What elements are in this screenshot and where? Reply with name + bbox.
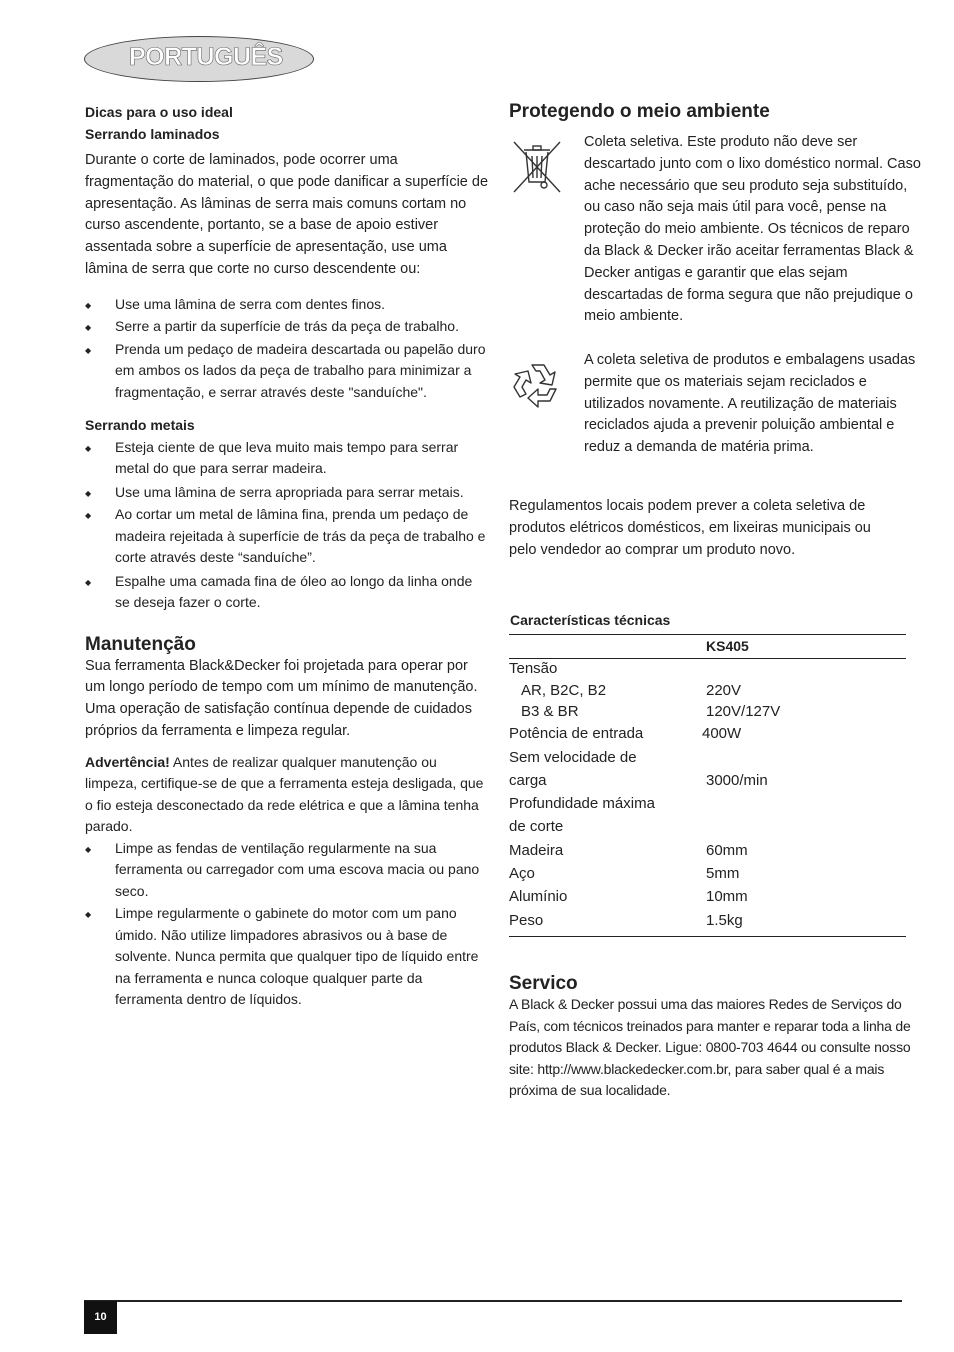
specs-model: KS405: [706, 638, 749, 654]
tips-heading: Dicas para o uso ideal: [85, 104, 233, 120]
spec-value: 5mm: [706, 865, 740, 883]
maintenance-text: Sua ferramenta Black&Decker foi projetada para operar por um longo período de tempo com um mínimo de manutenção. Uma operação de satisfação contínua depende de cuidados próprios da ferramenta e limpeza regular.: [85, 657, 478, 739]
warning-text: Antes de realizar qualquer manutenção ou limpeza, certifique-se de que a ferramenta esteja desligada, que o fio esteja desconectado da rede elétrica e que a lâmina tenha parado.: [85, 753, 484, 835]
table-row: [509, 815, 906, 838]
spec-label: B3 & BR: [521, 703, 579, 721]
language-label: PORTUGUÊS: [129, 43, 283, 71]
metals-bullets: [85, 437, 490, 614]
spec-label: Madeira: [509, 841, 564, 859]
spec-label: Profundidade máxima: [509, 795, 655, 813]
maintenance-heading: Manutenção: [85, 633, 196, 655]
spec-label: Aço: [509, 865, 535, 883]
regulations-text: Regulamentos locais podem prever a coleta seletiva de produtos elétricos domésticos, em lixeiras municipais ou pelo vendedor ao comprar um produto novo.: [509, 498, 871, 558]
laminates-text: Durante o corte de laminados, pode ocorrer uma fragmentação do material, o que pode danificar a superfície de apresentação. As lâminas de serra mais comuns cortam no curso ascendente, portanto, se a base de apoio estiver assentada sobre a superfície de apresentação, use uma lâmina de serra que corte no curso descendente ou:: [85, 152, 489, 277]
table-row: [509, 680, 906, 701]
table-row: [509, 885, 906, 908]
laminates-heading: Serrando laminados: [85, 125, 220, 142]
table-row: [509, 722, 906, 745]
list-item: ◆ Limpe regularmente o gabinete do motor com um pano úmido. Não utilize limpadores abrasivos ou à base de solvente. Nunca permita que qualquer tipo de líquido entre na ferramenta e nunca coloque qualquer parte da ferramenta dentro de líquidos.: [85, 903, 490, 1011]
table-row: [509, 792, 906, 815]
service-heading: Servico: [509, 973, 578, 994]
spec-value: 60mm: [706, 841, 748, 859]
list-item: ◆ Use uma lâmina de serra apropriada para serrar metais.: [85, 482, 490, 504]
footer-rule: [84, 1300, 902, 1302]
warning-paragraph: [85, 752, 490, 838]
list-item: ◆ Esteja ciente de que leva muito mais tempo para serrar metal do que para serrar madeira.: [85, 437, 490, 480]
spec-label: Tensão: [509, 660, 558, 677]
list-item: ◆ Prenda um pedaço de madeira descartada ou papelão duro em ambos os lados da peça de trabalho para minimizar a fragmentação, e serrar através deste "sanduíche".: [85, 339, 490, 404]
spec-label: carga: [509, 771, 547, 789]
weee-text: Coleta seletiva. Este produto não deve ser descartado junto com o lixo doméstico normal. Caso ache necessário que seu produto seja substituído, ou caso não seja mais útil para você, pense na proteção do meio ambiente. Os técnicos de reparo da Black & Decker irão aceitar ferramentas Black & Decker antigas e garantir que elas sejam descartadas de forma segura que não prejudique o meio ambiente.: [584, 134, 921, 325]
recycle-text: A coleta seletiva de produtos e embalagens usadas permite que os materiais sejam reciclados e utilizados novamente. A reutilização de materiais reciclados ajuda a prevenir poluição ambiental e reduz a demanda de matéria prima.: [584, 352, 916, 456]
table-top-rule: [509, 634, 906, 635]
table-row: [509, 746, 906, 769]
list-item: ◆ Serre a partir da superfície de trás da peça de trabalho.: [85, 316, 490, 338]
spec-label: Sem velocidade de: [509, 748, 637, 766]
spec-label: de corte: [509, 818, 564, 836]
spec-value: [706, 815, 906, 838]
language-tab: [84, 36, 314, 82]
table-bottom-rule: [509, 936, 906, 937]
spec-value: 1.5kg: [706, 911, 743, 929]
table-row: [509, 862, 906, 885]
recycle-icon: [510, 357, 566, 411]
metals-heading: Serrando metais: [85, 417, 195, 434]
table-row: [509, 657, 906, 680]
spec-value: [706, 746, 906, 769]
spec-label: Alumínio: [509, 888, 568, 906]
specs-heading: Características técnicas: [510, 612, 671, 628]
left-column: [85, 102, 490, 1011]
table-row: [509, 839, 906, 862]
warning-label: Advertência!: [85, 753, 170, 770]
environment-heading: Protegendo o meio ambiente: [509, 101, 770, 122]
page-number: 10: [84, 1301, 117, 1334]
spec-value: 3000/min: [706, 771, 768, 789]
spec-label: AR, B2C, B2: [521, 682, 607, 700]
spec-label: Peso: [509, 911, 544, 929]
table-row: [509, 701, 906, 722]
list-item: ◆ Ao cortar um metal de lâmina fina, prenda um pedaço de madeira rejeitada à superfície de trás da peça de trabalho e corte através deste “sanduíche”.: [85, 504, 490, 569]
service-text: A Black & Decker possui uma das maiores Redes de Serviços do País, com técnicos treinados para manter e reparar toda a linha de produtos Black & Decker. Ligue: 0800-703 4644 ou consulte nosso site: http://www.blackedecker.com.br, para saber qual é a mais próxima de sua localidade.: [509, 996, 911, 1098]
spec-label: Potência de entrada: [509, 725, 644, 743]
maintenance-bullets: [85, 838, 490, 1011]
spec-value: 400W: [702, 725, 742, 743]
crossed-bin-icon: [510, 138, 564, 196]
spec-value: 220V: [706, 682, 742, 700]
list-item: ◆ Use uma lâmina de serra com dentes finos.: [85, 294, 490, 316]
spec-value: 120V/127V: [706, 703, 781, 721]
laminates-bullets: [85, 294, 490, 404]
table-row: [509, 909, 906, 932]
spec-value: 10mm: [706, 888, 748, 906]
spec-value: [706, 792, 906, 815]
list-item: ◆ Limpe as fendas de ventilação regularmente na sua ferramenta ou carregador com uma escova macia ou pano seco.: [85, 838, 490, 903]
table-row: [509, 769, 906, 792]
specs-table: [509, 657, 906, 932]
spec-value: [706, 657, 906, 680]
list-item: ◆ Espalhe uma camada fina de óleo ao longo da linha onde se deseja fazer o corte.: [85, 571, 490, 614]
